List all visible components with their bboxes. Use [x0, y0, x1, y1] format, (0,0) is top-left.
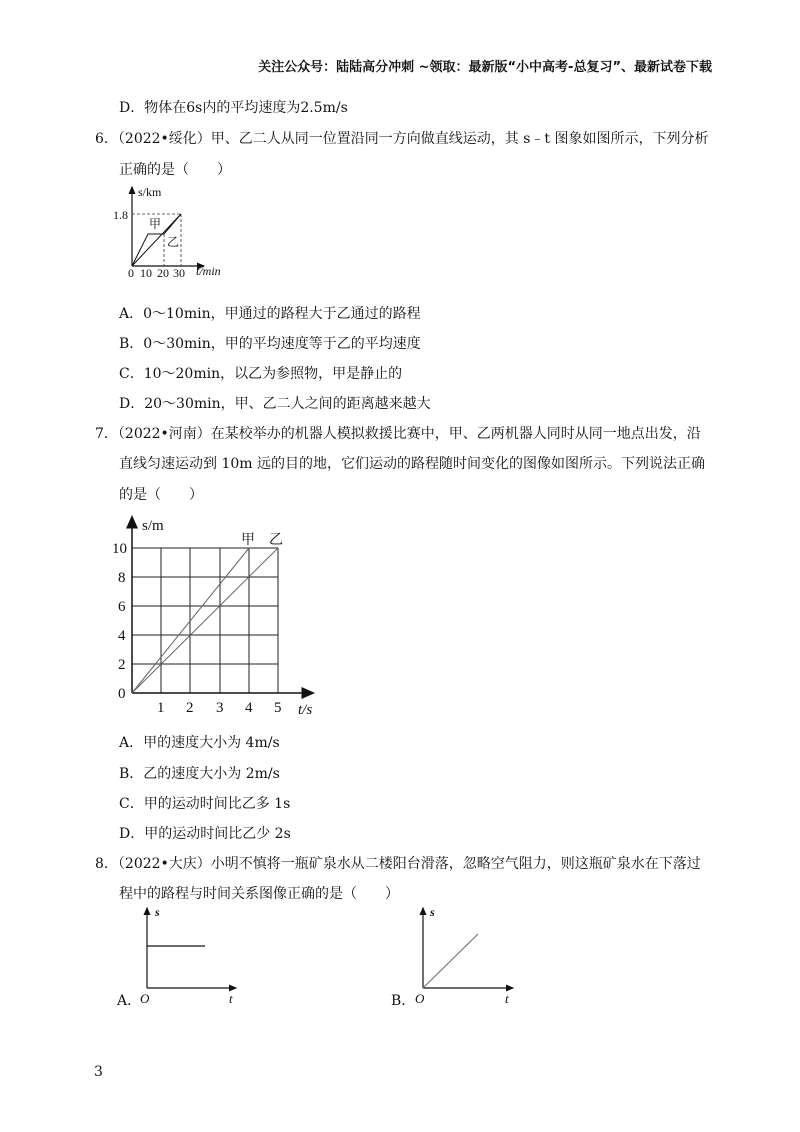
q7-y-tick-8: 8 [118, 570, 126, 586]
q7-label-jia: 甲 [241, 533, 255, 548]
q7-x-tick-5: 5 [274, 700, 282, 716]
page-header: 关注公众号：陆陆高分冲刺 ~领取：最新版“小中高考-总复习”、最新试卷下载 [258, 60, 712, 75]
q8a-s-label: s [155, 905, 160, 919]
q6-y-tick: 1.8 [113, 208, 128, 222]
page-number: 3 [94, 1064, 103, 1080]
q7-y-tick-2: 2 [118, 657, 126, 673]
q6-stem-line2: 正确的是（ ） [119, 162, 231, 178]
q8-stem-line1: 8．（2022•大庆）小明不慎将一瓶矿泉水从二楼阳台滑落，忽略空气阻力，则这瓶矿泉水在下落过 [95, 856, 701, 872]
q8-option-a-label: A． [117, 993, 142, 1009]
q7-st-graph [112, 510, 332, 720]
q6-stem-line1: 6．（2022•绥化）甲、乙二人从同一位置沿同一方向做直线运动，其 s﹣t 图象如图所示，下列分析 [95, 131, 709, 147]
q7-line-yi [132, 548, 278, 693]
q7-y-tick-10: 10 [112, 541, 127, 557]
q6-x-label: t/min [196, 264, 221, 278]
q8b-origin: O [415, 991, 425, 1006]
q7-y-tick-0: 0 [118, 686, 126, 702]
q6-x-tick-20: 20 [157, 266, 169, 278]
q8-option-b-graph [410, 902, 525, 1007]
q7-y-tick-6: 6 [118, 599, 126, 615]
q8-option-a-graph [132, 902, 247, 1007]
q7-x-tick-3: 3 [216, 700, 224, 716]
q5-option-d: D．物体在6s内的平均速度为2.5m/s [119, 100, 348, 116]
q8a-origin: O [140, 991, 150, 1006]
q6-label-yi: 乙 [167, 235, 180, 249]
q8b-t-label: t [505, 991, 509, 1006]
q7-stem-line3: 的是（ ） [119, 487, 203, 503]
q6-option-b: B．0～30min，甲的平均速度等于乙的平均速度 [119, 336, 421, 352]
q7-option-d: D．甲的运动时间比乙少 2s [119, 826, 291, 842]
q8-option-b-label: B． [391, 993, 416, 1009]
q7-option-b: B．乙的速度大小为 2m/s [119, 766, 280, 782]
q7-y-tick-4: 4 [118, 628, 126, 644]
q7-x-tick-1: 1 [157, 700, 165, 716]
q6-option-a: A．0～10min，甲通过的路程大于乙通过的路程 [119, 306, 421, 322]
q7-option-c: C．甲的运动时间比乙多 1s [119, 796, 291, 812]
q7-y-label: s/m [142, 518, 164, 534]
q6-label-jia: 甲 [149, 217, 162, 231]
q7-x-tick-2: 2 [186, 700, 194, 716]
q8-stem-line2: 程中的路程与时间关系图像正确的是（ ） [119, 886, 399, 902]
q8b-sloped-line [423, 934, 478, 988]
q6-option-c: C．10～20min，以乙为参照物，甲是静止的 [119, 366, 403, 382]
q7-x-tick-4: 4 [245, 700, 253, 716]
q7-option-a: A．甲的速度大小为 4m/s [119, 735, 280, 751]
q7-x-label: t/s [298, 702, 313, 718]
q7-stem-line1: 7．（2022•河南）在某校举办的机器人模拟救援比赛中，甲、乙两机器人同时从同一地点出发，沿 [95, 426, 701, 442]
q7-label-yi: 乙 [269, 533, 283, 548]
q6-x-tick-30: 30 [173, 266, 185, 278]
q6-x-tick-10: 10 [140, 266, 152, 278]
q6-x-tick-0: 0 [128, 266, 134, 278]
q7-stem-line2: 直线匀速运动到 10m 远的目的地，它们运动的路程随时间变化的图像如图所示。下列说法正确 [119, 456, 705, 472]
q8a-t-label: t [229, 991, 233, 1006]
q6-y-label: s/km [138, 185, 162, 199]
q8b-s-label: s [430, 905, 435, 919]
q6-st-graph [112, 182, 242, 278]
q6-option-d: D．20～30min，甲、乙二人之间的距离越来越大 [119, 396, 431, 412]
